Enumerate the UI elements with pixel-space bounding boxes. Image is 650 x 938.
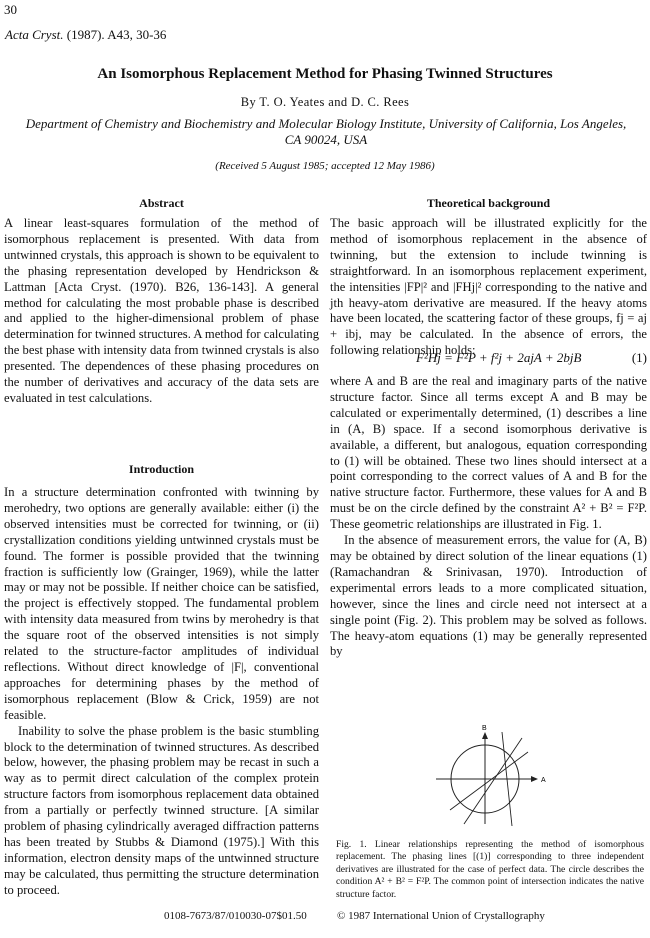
journal-name: Acta Cryst.	[5, 27, 64, 42]
axis-b-arrow	[482, 732, 488, 739]
theory-heading: Theoretical background	[426, 196, 551, 210]
introduction-body	[4, 485, 319, 899]
paper-title: An Isomorphous Replacement Method for Phasing Twinned Structures	[97, 66, 553, 82]
theory-paragraph: The basic approach will be illustrated explicitly for the method of isomorphous replacement in the absence of twinning, but the extension to include twinning is straightforward. In an isomorphous replacement experiment, the intensities |FP|² and |FHj|² corresponding to the native and jth heavy-atom derivative are measured. If the heavy atoms have been located, the scattering factor of these groups, fj = aj + ibj, may be calculated. In the absence of errors, the following relationship holds:	[330, 216, 647, 358]
figure-1-diagram	[428, 724, 558, 834]
received-dates: (Received 5 August 1985; accepted 12 May 1986)	[215, 160, 435, 172]
equation-expression: F²Hj = F²P + f²j + 2ajA + 2bjB	[416, 350, 582, 365]
intro-paragraph: In a structure determination confronted with twinning by merohedry, two options are generally available: either (i) the observed intensities must be corrected for twinning, or (ii) crystallization conditions yielding untwinned crystals must be found. The former is possible provided that the twinning fraction is sufficiently low (Grainger, 1969), while the latter may or may not be possible. If neither choice can be satisfied, the project is effectively stopped. The fundamental problem with intensity data measured from twins by merohedry is that the square root of the observed intensities is not simply related to the structure-factor amplitudes of individual reflections. Without direct knowledge of |F|, conventional approaches for determining phases by the method of isomorphous replacement (Blow & Crick, 1959) are not feasible.	[4, 485, 319, 722]
introduction-heading: Introduction	[128, 462, 195, 476]
abstract-heading: Abstract	[139, 196, 184, 210]
journal-issue: (1987). A43, 30-36	[66, 27, 167, 42]
figure-1-caption: Fig. 1. Linear relationships representing the method of isomorphous replacement. The phasing lines [(1)] corresponding to three independent derivatives are illustrated for the case of perfect data. The circle describes the condition A² + B² = F²P. The common point of intersection indicates the native structure factor.	[336, 839, 644, 900]
abstract-body	[4, 216, 319, 407]
axis-a-arrow	[531, 776, 538, 782]
theory-paragraph: In the absence of measurement errors, the value for (A, B) may be obtained by direct solution of the linear equations (1) (Ramachandran & Srinivasan, 1970). Introduction of experimental errors leads to a more complicated situation, however, since the lines and circle need not intersect at a single point (Fig. 2). This problem may be solved as follows. The heavy-atom equations (1) may be generally represented by	[330, 533, 647, 659]
affiliation: Department of Chemistry and Biochemistry and Molecular Biology Institute, University of California, Los Angeles, CA 90024, USA	[25, 116, 627, 147]
footer-code: 0108-7673/87/010030-07$01.50	[164, 910, 307, 922]
theory-body-1	[330, 216, 647, 359]
journal-citation	[5, 27, 166, 43]
equation-number: (1)	[631, 350, 647, 365]
page-number: 30	[4, 2, 17, 17]
footer-copyright: © 1987 International Union of Crystallography	[337, 910, 545, 922]
axis-b-label: B	[482, 725, 487, 732]
axis-a-label: A	[541, 777, 546, 784]
theory-body-2	[330, 374, 647, 660]
phasing-line-2	[450, 752, 528, 810]
abstract-text: A linear least-squares formulation of the method of isomorphous replacement is presented. With data from untwinned crystals, this approach is shown to be equivalent to the phasing representation developed by Hendrickson & Lattman [Acta Cryst. (1970). B26, 136-143]. A general method for calculating the most probable phase is described and applied to the higher-dimensional problem of phase determination for twinned structures. A method for calculating the best phase with intensity data from twinned crystals is also presented. The dependences of these phasing procedures on the number of derivatives and accuracy of the data sets are evaluated in test calculations.	[4, 216, 319, 405]
authors: By T. O. Yeates and D. C. Rees	[240, 95, 410, 109]
theory-paragraph: where A and B are the real and imaginary parts of the native structure factor. Since all terms except A and B may be calculated or experimentally determined, (1) describes a line in (A, B) space. If a second isomorphous derivative is available, a different, but analogous, equation corresponding to (1) will be obtained. These two lines should intersect at a point corresponding to the correct values of A and B for the native structure factor. Furthermore, these values for A and B must be on the circle defined by the constraint A² + B² = F²P. These geometric relationships are illustrated in Fig. 1.	[330, 374, 647, 532]
intro-paragraph: Inability to solve the phase problem is the basic stumbling block to the determination of twinned structures. As described below, however, the phasing problem may be recast in such a way as to permit direct calculation of the complex protein structure factors from isomorphous replacement data obtained from a partially or perfectly twinned structure. [A similar problem of phasing cylindrically averaged diffraction patterns has been treated by Stubbs & Diamond (1975).] With this information, electron density maps of the untwinned structure may be calculated, thus permitting the structure determination to proceed.	[4, 723, 319, 897]
phasing-line-1	[464, 738, 522, 824]
